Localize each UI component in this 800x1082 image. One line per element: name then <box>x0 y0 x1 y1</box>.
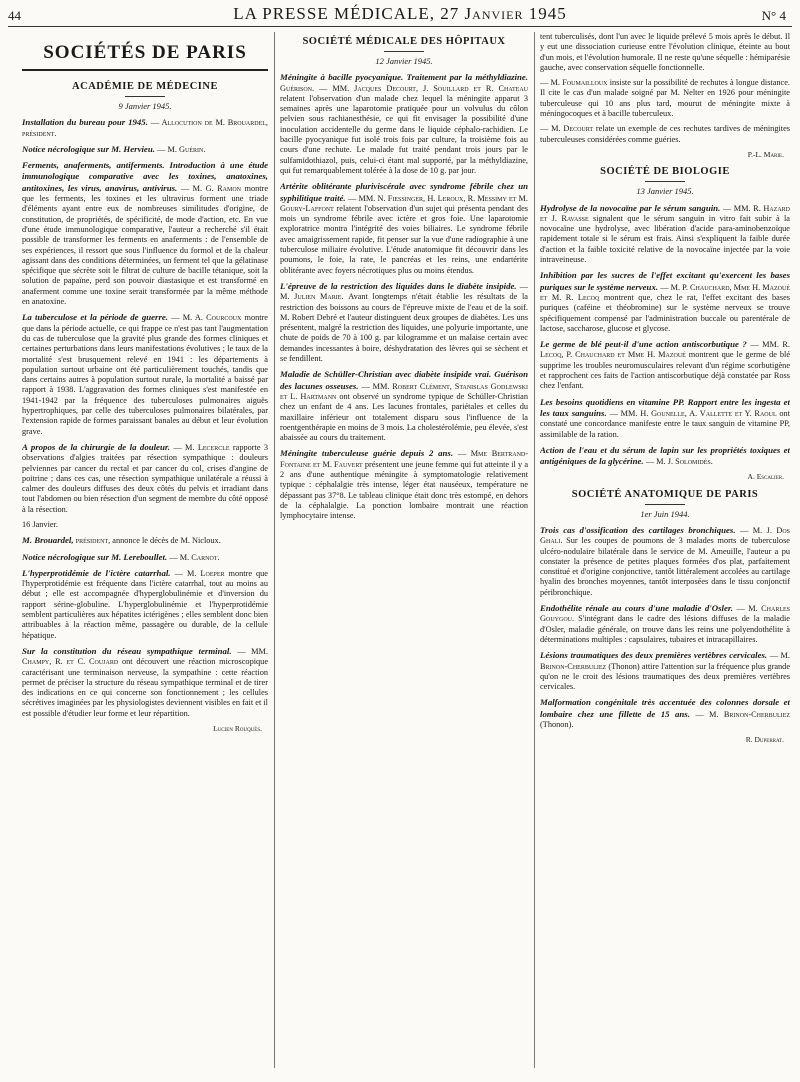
article-body: (Thonon). <box>540 720 574 730</box>
session-date: 13 Janvier 1945. <box>636 186 694 197</box>
section-rule <box>645 504 685 505</box>
signature: R. Duperrat. <box>745 735 784 745</box>
article-authors: — M. Decourt <box>540 124 596 134</box>
section-title: SOCIÉTÉ MÉDICALE DES HÔPITAUX <box>302 36 506 47</box>
article-body: (Thonon) attire l'attention sur la fréquence plus grande qu'on ne le croit des lésions traumatiques des deux premières vertèbres cervicales. <box>540 661 790 692</box>
article-authors: — M. Guérin. <box>157 144 206 154</box>
article-body: insiste sur la possibilité de rechutes à longue distance. Il cite le cas d'un malade soigné par M. Nelter en 1926 pour méningite tuberculeuse qui 10 ans plus tard, mourut de méningite mixte à méningocoques et à bacille tuberculeux. <box>540 78 790 119</box>
article-item <box>22 520 268 530</box>
item-list <box>540 78 790 145</box>
page-header <box>0 0 800 24</box>
article-item <box>540 445 790 468</box>
header-rule <box>8 26 792 27</box>
article-authors: — MM. R. Lecoq, P. Chauchard et Mme H. Mazoué <box>540 340 790 360</box>
article-item <box>280 369 528 443</box>
article-authors: — MM. N. Fiessinger, H. Leroux, R. Messimy et M. Goury-Laffont <box>280 193 528 213</box>
article-title: Méningite tuberculeuse guérie depuis 2 ans. <box>280 448 458 459</box>
section-rule <box>125 96 165 97</box>
article-item <box>22 442 268 515</box>
article-item <box>22 160 268 307</box>
article-item <box>280 72 528 176</box>
section-rule <box>384 51 424 52</box>
article-body: rapporte 3 observations d'algies traitées par résection sympathique : douleurs pelviennes par cancer du rectal et par cancer du col, crises d'angine de poitrine ; dans ces cas, une résection sympathique unilatérale a réussi à calmer des douleurs diffuses des deux côtés du pelvis et irradiant dans tout l'abdomen ou bien résection d'un segment de membre du côté opposé à la résection. <box>22 442 268 514</box>
session-date: 9 Janvier 1945. <box>118 101 172 111</box>
article-item <box>540 650 790 692</box>
session-date: 1er Juin 1944. <box>640 508 690 519</box>
article-title: Ferments, anaferments, antiferments. Introduction à une étude immunologique comparative avec les toxines, anatoxines, antitoxines, les virus, anavirus, antivirus. <box>22 160 268 193</box>
article-authors: — M. J. Dos Ghali. <box>540 525 790 546</box>
article-authors: — MM. Champy, R. et C. Coujard <box>22 646 268 667</box>
section-rule <box>645 181 685 182</box>
article-authors: — MM. Robert Clément, Stanislas Godlewski et L. Hartmann <box>280 381 528 401</box>
article-title: Trois cas d'ossification des cartilages bronchiques. <box>540 524 741 535</box>
masthead: LA PRESSE MÉDICALE, 27 Janvier 1945 <box>233 4 567 23</box>
article-authors: — M. Brinon-Cherbuliez <box>695 709 790 719</box>
article-item <box>280 448 528 521</box>
item-list <box>540 525 790 730</box>
article-item <box>22 568 268 641</box>
article-authors: — M. Lecercle <box>173 442 233 452</box>
signature: Lucien Rouquès. <box>213 724 262 734</box>
column-divider <box>534 32 535 1068</box>
article-authors: président, <box>75 536 113 546</box>
article-body: Avant longtemps n'était établie les résultats de la restriction des boissons au cours de l'épreuve mixte de l'eau et de la soif. M. Robert Debré et l'auteur distinguent deux groupes de diabètes. Les uns présentent, malgré la restriction des liquides, une polyurie importante, une chute de poids de 70 à 100 g. par kilogramme et un malaise certain avec demandes incessantes à boire, déshydratation des lèvres qui se sèchent et se fendillent. <box>280 292 528 364</box>
article-body: présentent une jeune femme qui fut atteinte il y a 2 ans d'une authentique méningite à symptomatologie relativement typique : céphalalgie très intense, léger état nauséeux, température ne dépassant pas 37°8. Le tableau clinique était donc très estompé, en dehors de la céphalalgie. La ponction lombaire montrait une réaction lymphocytaire intense. <box>280 459 528 521</box>
article-title: Maladie de Schüller-Christian avec diabète insipide vrai. Guérison des lacunes osseuses. <box>280 369 528 391</box>
article-authors: — M. J. Solomidès. <box>645 457 713 467</box>
article-body: ont constaté une concordance manifeste entre le taux sanguin de vitamine PP, assimilable de la ration. <box>540 408 790 439</box>
section-title: SOCIÉTÉ ANATOMIQUE DE PARIS <box>571 488 759 500</box>
article-item <box>540 203 790 266</box>
article-title: Endothélite rénale au cours d'une maladie d'Osler. <box>540 603 737 614</box>
article-item <box>22 646 268 719</box>
article-title: La tuberculose et la période de guerre. <box>22 312 172 323</box>
article-title: A propos de la chirurgie de la douleur. <box>22 441 174 452</box>
article-authors: — M. P. Chauchard, Mme H. Mazoué et M. R. Lecoq <box>540 282 790 302</box>
article-item <box>540 339 790 391</box>
article-authors: — M. Carnot. <box>169 552 220 562</box>
article-authors: — M. Julien Marie. <box>280 281 528 302</box>
article-item <box>540 78 790 119</box>
item-list <box>22 117 268 719</box>
article-authors: — MM. H. Gounelle, A. Vallette et Y. Raoul <box>609 408 780 418</box>
article-item <box>540 525 790 598</box>
article-authors: — M. Charles Gouygou. <box>540 604 790 624</box>
article-item <box>540 397 790 440</box>
article-item <box>22 312 268 437</box>
item-list <box>280 72 528 521</box>
left-column <box>22 32 268 1072</box>
article-body: montre que dans la période actuelle, ce qui frappe ce n'est pas tant l'augmentation du cas de tuberculose que la gravité plus grande des formes cliniques et certaines perturbations dans leurs manifestations évolutives ; le taux de la mortalité s'est brusquement relevé en 1941 : les départements à population surtout urbaine ont été particulièrement touchés, tandis que dans certains autres à population surtout rurale, la mortalité a baissé par rapport à 1938. L'aggravation des formes cliniques s'est manifestée en 1941-1942 par la fréquence des tuberculoses pulmonaires aiguës hypertrophiques, par celle des tuberculoses pulmonaires bilatérales, par l'extension rapide de formes paraissant banales au début et leur évolution grave. <box>22 313 268 436</box>
issue-number: N° 4 <box>761 8 786 23</box>
article-title: Hydrolyse de la novocaïne par le sérum sanguin. <box>540 202 723 213</box>
article-title: L'épreuve de la restriction des liquides dans le diabète insipide. <box>280 280 520 291</box>
article-item <box>22 144 268 155</box>
article-body: montre que les ferments, les toxines et les ultravirus forment une triade d'éléments ayant entre eux de nombreuses similitudes d'origine, de constitution, de propriétés, de spécificité, de mode d'action, etc. En vue d'une étude immunologique comparative, l'auteur a recherché s'il était possible de transformer les ferments en anaferments : de l'ensemble de ses expériences, il ressort que sous l'influence du formol et de la chaleur agissant dans des conditions déterminées, un ferment tel que la gélatinase spécifique que sécrète soit le filtrat de culture de bacille tétanique, soit la solution de papaïne, perd son pouvoir diastasique et est transformé en anaferment comme une toxine serait transformée par la même méthode en anatoxine. <box>22 183 268 307</box>
article-title: Le germe de blé peut-il d'une action antiscorbutique ? <box>540 339 751 350</box>
article-title: Malformation congénitale très accentuée des colonnes dorsale et lombaire chez une fillette de 15 ans. <box>540 697 790 719</box>
article-title: Méningite à bacille pyocyanique. Traitement par la méthyldiazine. <box>280 72 528 83</box>
article-authors: — M. G. Ramon <box>180 183 245 193</box>
article-authors: — M. Foumailloux <box>540 78 610 88</box>
session-date: 12 Janvier 1945. <box>375 56 433 66</box>
article-body: ont observé un syndrome typique de Schüller-Christian chez un enfant de 4 ans. Les lacunes frontales, pariétales et celles du maxillaire inférieur ont totalement disparu sous l'influence de la roentgenthérapie en moins de 3 mois. La cholestérolémie, peu élevée, s'est abaissée au cours du traitement. <box>280 391 528 443</box>
article-title: Notice nécrologique sur M. Hervieu. <box>22 143 158 154</box>
article-title: Notice nécrologique sur M. Lereboullet. <box>22 551 170 562</box>
article-body: relatent l'observation d'un sujet qui présenta pendant des mois un syndrome fébrile avec ictère et gros foie. Une laparotomie exploratrice montra l'intégrité des voies biliaires. Le syndrome fébrile avec amaigrissement rapide, fit penser sur la vue d'une radiographie à une tuberculose miliaire évolutive. L'étude anatomique fit découvrir dans les poumons, le foie, la rate, le pancréas et les reins, une endartérite oblitérante avec foyers nécrotiques plus ou moins étendus. <box>280 203 528 275</box>
section-title: SOCIÉTÉ DE BIOLOGIE <box>600 166 730 178</box>
article-title: Sur la constitution du réseau sympathique terminal. <box>22 645 238 656</box>
article-authors: — M. Loeper <box>174 568 229 578</box>
column-divider <box>274 32 275 1068</box>
section-title: ACADÉMIE DE MÉDECINE <box>72 81 218 92</box>
article-item <box>540 270 790 334</box>
article-body: signalent que le sérum sanguin in vitro fait subir à la novocaïne une hydrolyse, avec libération d'acide para-aminobenzoïque rapidement totale si le sérum est frais. Ainsi s'expliquent la faible durée d'action et la faible toxicité relative de la novocaïne injectée par la voie intraveineuse. <box>540 213 790 265</box>
article-authors: — Allocution de M. Brouardel, président. <box>22 118 268 138</box>
article-item <box>22 535 268 546</box>
article-title: Action de l'eau et du sérum de lapin sur les propriétés toxiques et antigéniques de la glycérine. <box>540 444 790 467</box>
article-body: montrent que le germe de blé supprime les troubles neuromusculaires relevant d'un régime scorbutigène et rapprochent ces faits de l'action antiscorbutique déjà constatée par Ross chez l'enfant. <box>540 350 790 391</box>
article-body: Sur les coupes de poumons de 3 malades morts de tuberculose ulcéro-nodulaire bilatérale dans le service de M. Ameuille, l'auteur a pu constater la présence de petites plaques formées d'os plat, parfaitement constitué et d'origine conjonctive, tantôt littéralement accolées au cartilage hyalin des bronches moyennes, tantôt interposées dans le tissu conjonctif péribronchique. <box>540 536 790 597</box>
item-list <box>540 203 790 468</box>
signature: P.-L. Marie. <box>747 149 784 159</box>
article-title: Installation du bureau pour 1945. <box>22 117 151 128</box>
article-title: L'hyperprotidémie de l'ictère catarrhal. <box>22 567 175 578</box>
page-title: SOCIÉTÉS DE PARIS <box>22 42 268 71</box>
article-body: montre que l'hyperprotidémie est fréquente dans l'ictère catarrhal, tout au moins au début ; elle est accompagnée d'hyperglobulinémie et d'inversion du rapport sérine-globuline. L'hyperglobulinémie et l'hyperprotidémie semblent particulières aux hépatites ictérigènes ; elles semblent donc bien attribuables à la réaction même, passagère ou durable, de la cellule hépatique. <box>22 568 268 640</box>
article-body: ont découvert une réaction microscopique caractérisant une terminaison nerveuse, la sympathine : cette réaction permet de préciser la structure du réseau sympathique terminal et de tirer des indications en ce qui concerne son fonctionnement ; les cellules sécrétives imaginées par les physiologistes deviennent visibles en fait et il est possible d'étudier leur forme et leur répartition. <box>22 657 268 718</box>
article-title: Inhibition par les sucres de l'effet excitant qu'exercent les bases puriques sur le système nerveux. <box>540 270 790 292</box>
article-body: montrent que, chez le rat, l'effet excitant des bases puriques (caféine et théobromine) sur le système nerveux se trouve spécifiquement compensé par l'administration buccale ou parentérale de lactose, saccharose, glucose et glycose. <box>540 292 790 333</box>
article-authors: — M. Brinon-Cherbuliez <box>540 651 790 671</box>
article-item <box>540 124 790 145</box>
right-column <box>540 32 790 1072</box>
article-body: annonce le décès de M. Nicloux. <box>112 536 221 546</box>
article-title: M. Brouardel, <box>22 535 76 546</box>
article-body: relate un exemple de ces rechutes tardives de méningites tuberculeuses considérées comme guéries. <box>540 124 790 144</box>
article-title: Artérite oblitérante pluriviscérale avec syndrome fébrile chez un syphilitique traité. <box>280 181 528 203</box>
article-title: Lésions traumatiques des deux premières vertèbres cervicales. <box>540 650 770 661</box>
page-number: 44 <box>8 8 21 23</box>
article-authors: — Mme Bertrand-Fontaine et M. Fauvert <box>280 449 528 469</box>
article-item <box>280 181 528 276</box>
article-item <box>540 697 790 730</box>
article-body: relatent l'observation d'un malade chez lequel la méningite apparut 3 semaines après une laparotomie pratiquée pour un volvulus du côlon pelvien sous rachianesthésie, ce qui fit envisager la possibilité d'une inoculation accidentelle du germe dans le liquide céphalo-rachidien. Le bacille pyocyanique fut isolé trois fois par culture, la troisième fois au cours d'une rechute. Le malade fut traité pendant trois jours par le sulfamidothiazol, puis, celui-ci étant mal supporté, par la méthyldiazine, qui fut remarquablement tolérée à la dose de 10 g. par jour. <box>280 93 528 175</box>
article-item <box>22 552 268 563</box>
signature: A. Escalier. <box>747 472 784 482</box>
article-body: S'intégrant dans le cadre des lésions diffuses de la maladie d'Osler, maladie générale, on trouve dans les reins une polyendothélite à déterminations multiples : capsulaires, tubaires et intracapillaires. <box>540 614 790 644</box>
article-authors: — MM. R. Hazard et J. Ravasse <box>540 203 790 223</box>
article-title: Les besoins quotidiens en vitamine PP. Rapport entre les ingesta et les taux sanguins. <box>540 396 790 418</box>
article-item <box>280 281 528 364</box>
article-authors: Guérison. — MM. Jacques Decourt, J. Souillard et R. Chateau <box>280 83 528 93</box>
middle-column <box>280 32 528 1072</box>
continued-text: tent tuberculisés, dont l'un avec le liquide prélevé 5 mois après le début. Il y eut une dissociation curieuse entre l'évolution clinique, éteinte au bout d'un mois, et l'évolution humorale. Il ne reste qu'une séquelle : hémiparésie gauche, avec conservation séquelle fonctionnelle. <box>540 32 790 72</box>
article-item <box>540 603 790 645</box>
article-item <box>22 117 268 139</box>
article-authors: — M. A. Courcoux <box>171 313 245 323</box>
article-body: 16 Janvier. <box>22 519 58 529</box>
